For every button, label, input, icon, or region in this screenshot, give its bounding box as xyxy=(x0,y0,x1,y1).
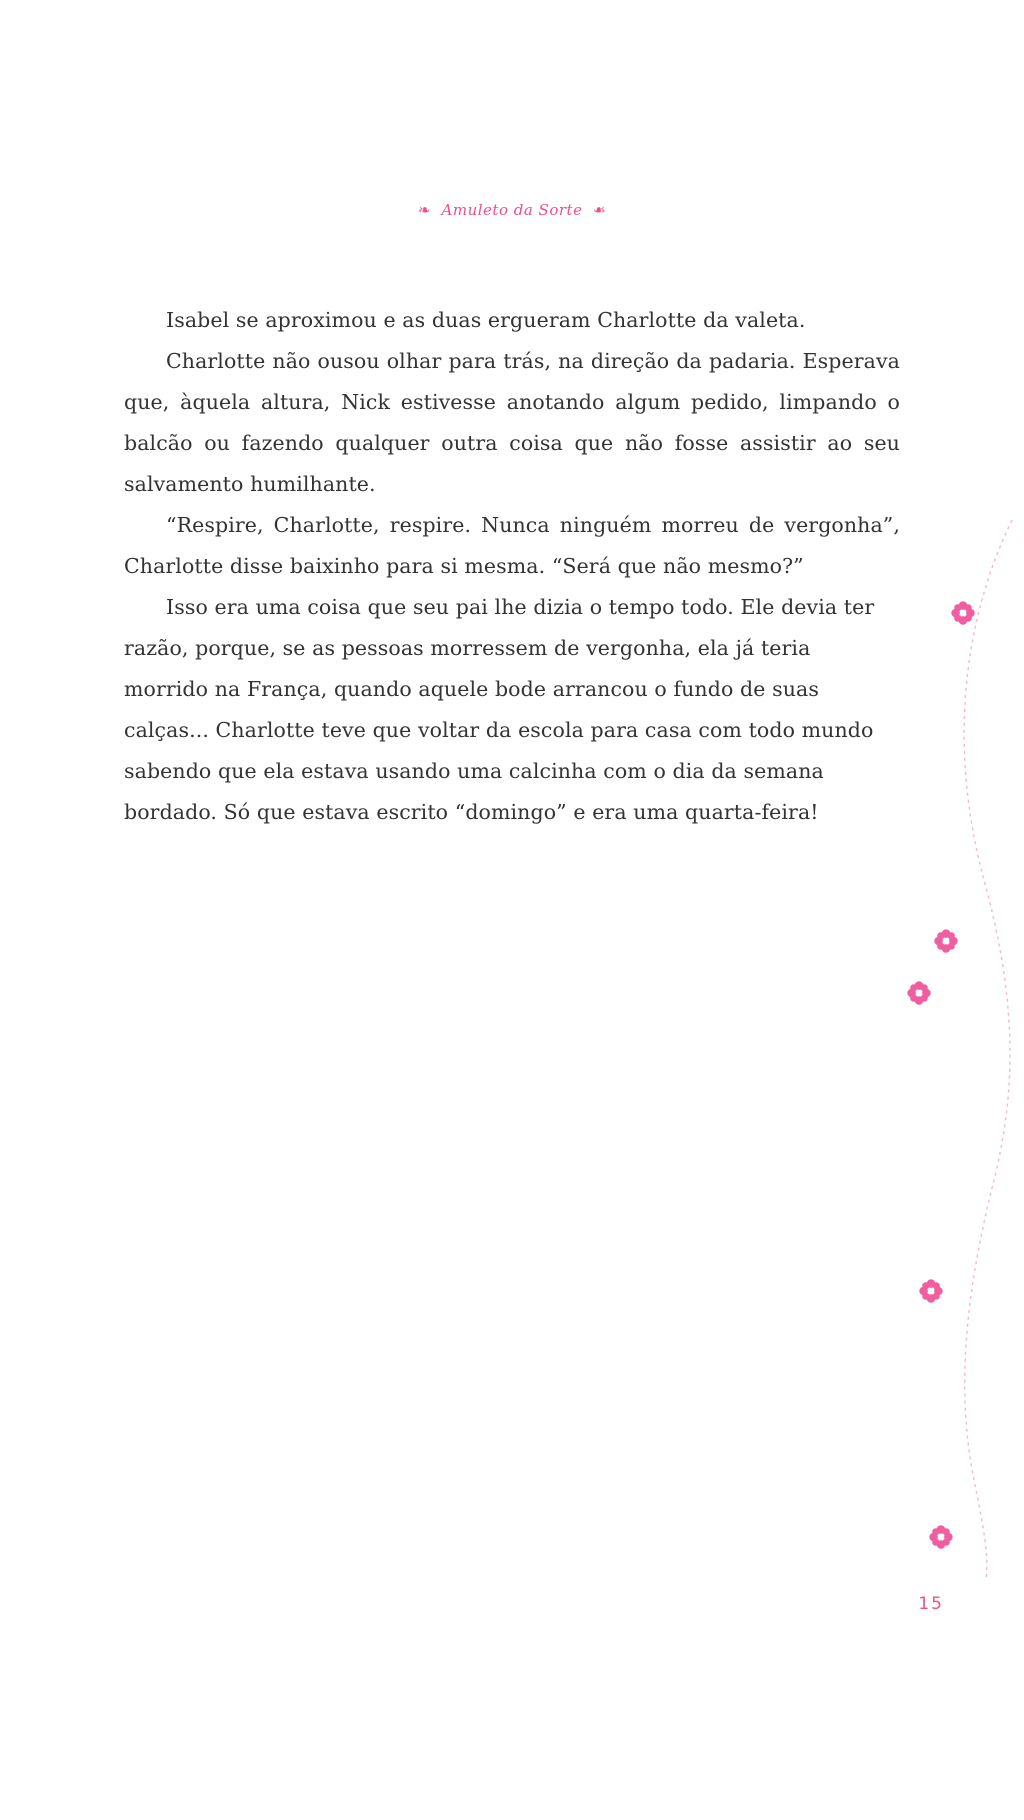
ornament-right-icon: ❧ xyxy=(594,203,607,219)
flower-1-icon xyxy=(951,601,975,625)
flower-5-icon xyxy=(929,1525,953,1549)
running-head xyxy=(0,200,1024,219)
body-text xyxy=(124,300,900,833)
paragraph: Charlotte não ousou olhar para trás, na direção da padaria. Esperava que, àquela altura, Nick estivesse anotando algum pedido, limpando o balcão ou fazendo qualquer outra coisa que não fosse assistir ao seu salvamento humilhante. xyxy=(124,349,900,496)
paragraph: “Respire, Charlotte, respire. Nunca ninguém morreu de vergonha”, Charlotte disse baixinho para si mesma. “Será que não mesmo?” xyxy=(124,513,900,578)
ornament-left-icon: ❧ xyxy=(417,203,430,219)
page-number xyxy=(0,1594,1024,1614)
paragraph: Isso era uma coisa que seu pai lhe dizia o tempo todo. Ele devia ter razão, porque, se as pessoas morressem de vergonha, ela já teria morrido na França, quando aquele bode arrancou o fundo de suas calças... Charlotte teve que voltar da escola para casa com todo mundo sabendo que ela estava usando uma calcinha com o dia da semana bordado. Só que estava escrito “domingo” e era uma quarta-feira! xyxy=(124,595,875,824)
flower-4-icon xyxy=(919,1279,943,1303)
flower-3-icon xyxy=(907,981,931,1005)
page-number-value: 15 xyxy=(918,1594,944,1614)
running-head-title: Amuleto da Sorte xyxy=(441,200,583,219)
flower-2-icon xyxy=(934,929,958,953)
paragraph: Isabel se aproximou e as duas ergueram Charlotte da valeta. xyxy=(166,308,806,332)
